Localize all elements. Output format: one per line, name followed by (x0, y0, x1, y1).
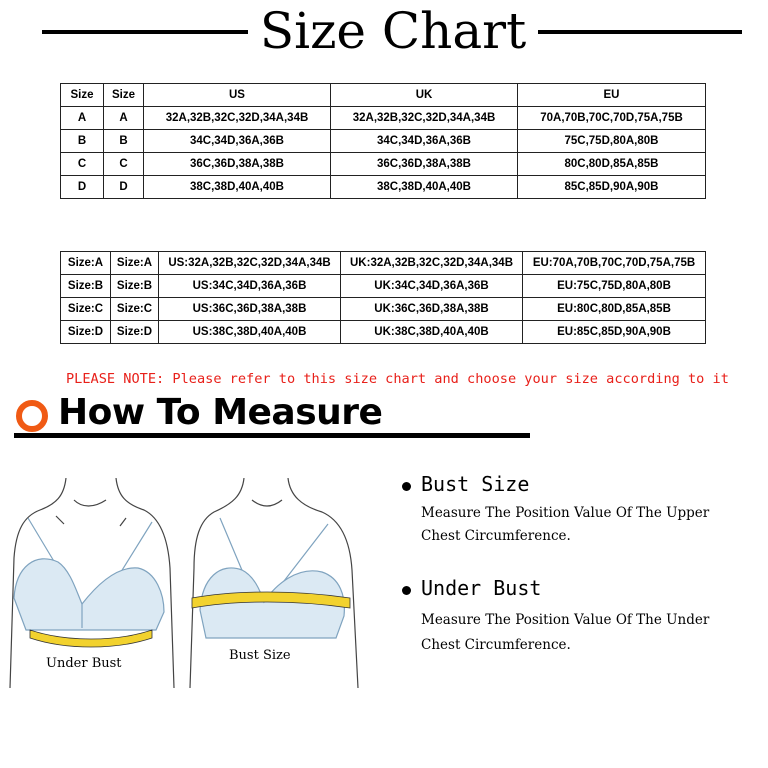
page-title: Size Chart (259, 2, 527, 60)
table-cell: EU:75C,75D,80A,80B (523, 275, 706, 298)
table-cell: 85C,85D,90A,90B (518, 176, 706, 199)
table-row (61, 275, 706, 298)
header-cell: UK (331, 84, 518, 107)
title-rule-right (538, 30, 742, 34)
table-cell: Size:C (61, 298, 111, 321)
table-cell: 34C,34D,36A,36B (331, 130, 518, 153)
table-cell: EU:85C,85D,90A,90B (523, 321, 706, 344)
table-cell: US:34C,34D,36A,36B (159, 275, 341, 298)
tape-measure-under (30, 630, 152, 647)
header-cell: Size (104, 84, 144, 107)
table-cell: UK:34C,34D,36A,36B (341, 275, 523, 298)
caption-bust-size: Bust Size (229, 648, 291, 663)
bust-size-desc-line2: Chest Circumference. (421, 528, 571, 544)
table-cell: US:36C,36D,38A,38B (159, 298, 341, 321)
table-row (61, 153, 706, 176)
table-cell: UK:38C,38D,40A,40B (341, 321, 523, 344)
table-cell: D (61, 176, 104, 199)
table-row (61, 130, 706, 153)
table-row (61, 107, 706, 130)
table-header-row (61, 84, 706, 107)
table-cell: 36C,36D,38A,38B (144, 153, 331, 176)
section-rule (14, 433, 530, 438)
bust-size-desc-line1: Measure The Position Value Of The Upper (421, 505, 710, 521)
table-cell: D (104, 176, 144, 199)
table-cell: C (61, 153, 104, 176)
caption-under-bust: Under Bust (46, 656, 122, 671)
under-bust-heading: Under Bust (421, 576, 542, 600)
table-row (61, 176, 706, 199)
table-cell: US:32A,32B,32C,32D,34A,34B (159, 252, 341, 275)
header-cell: Size (61, 84, 104, 107)
table-cell: Size:A (111, 252, 159, 275)
header-cell: EU (518, 84, 706, 107)
size-note: PLEASE NOTE: Please refer to this size chart and choose your size according to it (66, 371, 729, 387)
section-title: How To Measure (58, 392, 383, 433)
table-cell: UK:36C,36D,38A,38B (341, 298, 523, 321)
circle-bullet-icon (16, 400, 48, 432)
title-rule-left (42, 30, 248, 34)
table-cell: 34C,34D,36A,36B (144, 130, 331, 153)
under-bust-desc-line2: Chest Circumference. (421, 637, 571, 653)
table-cell: 32A,32B,32C,32D,34A,34B (144, 107, 331, 130)
table-cell: US:38C,38D,40A,40B (159, 321, 341, 344)
bust-size-heading: Bust Size (421, 472, 530, 496)
table-cell: 75C,75D,80A,80B (518, 130, 706, 153)
header-cell: US (144, 84, 331, 107)
title-bar (0, 0, 768, 64)
table-row (61, 298, 706, 321)
table-cell: A (104, 107, 144, 130)
table-cell: Size:B (111, 275, 159, 298)
table-cell: B (104, 130, 144, 153)
size-table-primary (60, 83, 706, 199)
table-cell: 80C,80D,85A,85B (518, 153, 706, 176)
bullet-icon (402, 586, 411, 595)
table-cell: UK:32A,32B,32C,32D,34A,34B (341, 252, 523, 275)
table-cell: EU:80C,80D,85A,85B (523, 298, 706, 321)
table-cell: A (61, 107, 104, 130)
table-cell: Size:A (61, 252, 111, 275)
table-cell: Size:C (111, 298, 159, 321)
table-cell: 38C,38D,40A,40B (144, 176, 331, 199)
table-row (61, 252, 706, 275)
size-table-labeled (60, 251, 706, 344)
table-cell: C (104, 153, 144, 176)
table-cell: EU:70A,70B,70C,70D,75A,75B (523, 252, 706, 275)
table-cell: 38C,38D,40A,40B (331, 176, 518, 199)
table-cell: 70A,70B,70C,70D,75A,75B (518, 107, 706, 130)
how-to-measure-header (16, 389, 536, 439)
table-cell: Size:D (111, 321, 159, 344)
table-cell: 32A,32B,32C,32D,34A,34B (331, 107, 518, 130)
under-bust-desc-line1: Measure The Position Value Of The Under (421, 612, 710, 628)
table-cell: Size:D (61, 321, 111, 344)
table-cell: B (61, 130, 104, 153)
table-cell: Size:B (61, 275, 111, 298)
bullet-icon (402, 482, 411, 491)
table-row (61, 321, 706, 344)
table-cell: 36C,36D,38A,38B (331, 153, 518, 176)
